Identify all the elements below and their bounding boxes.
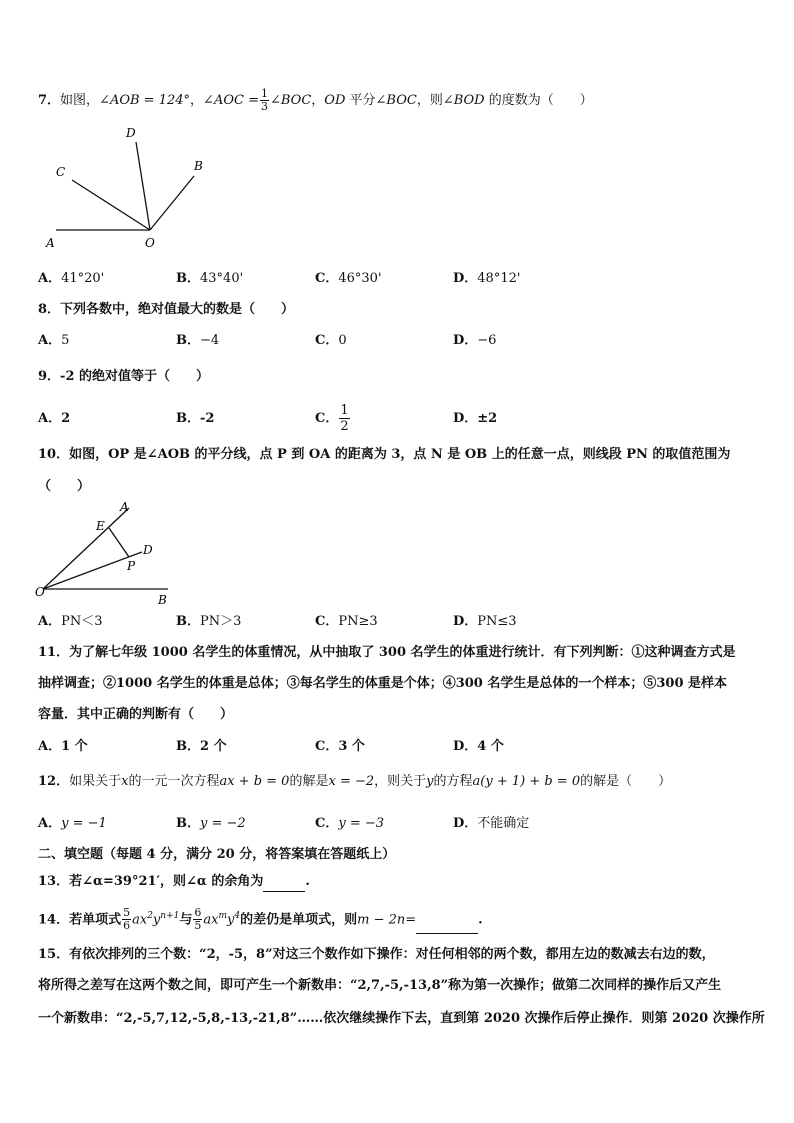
q11-option-c: C．3 个: [315, 739, 365, 754]
label-E: E: [96, 519, 105, 533]
q9-option-a: A．2: [38, 411, 71, 426]
label-D: D: [126, 126, 136, 140]
q9-option-d: D．±2: [453, 411, 498, 426]
label-O: O: [35, 585, 45, 599]
q10-figure: [34, 498, 184, 610]
label-A: A: [46, 236, 55, 250]
q9-option-c: C． $\frac{1}{2}$: [315, 403, 349, 434]
q7-fraction: $\frac{1}{3}$: [260, 87, 268, 113]
q11-option-a: A．1 个: [38, 739, 88, 754]
q7-option-d: D．48°12': [453, 271, 521, 286]
q10-stem-cont: （ ）: [38, 479, 91, 494]
label-B: B: [158, 593, 167, 607]
q10-option-a: A．PN＜3: [38, 614, 103, 629]
label-O: O: [145, 236, 155, 250]
q11-stem-line1: 11．为了解七年级 1000 名学生的体重情况，从中抽取了 300 名学生的体重进行统计．有下列判断：①这种调查方式是: [38, 645, 736, 660]
q8-stem: 8．下列各数中，绝对值最大的数是（ ）: [38, 302, 295, 317]
q7-figure: [38, 120, 228, 250]
q8-option-b: B．−4: [176, 333, 220, 348]
q11-stem-line3: 容量．其中正确的判断有（ ）: [38, 707, 234, 722]
q10-stem: 10．如图，OP 是∠AOB 的平分线，点 P 到 OA 的距离为 3，点 N 是 OB 上的任意一点，则线段 PN 的取值范围为: [38, 447, 731, 462]
q10-option-c: C．PN≥3: [315, 614, 378, 629]
q8-option-c: C．0: [315, 333, 347, 348]
q10-option-b: B．PN＞3: [176, 614, 242, 629]
q11-stem-line2: 抽样调查；②1000 名学生的体重是总体；③每名学生的体重是个体；④300 名学生是总体的一个样本；⑤300 是样本: [38, 676, 728, 691]
q7-option-c: C．46°30': [315, 271, 382, 286]
q13-stem: 13．若∠α=39°21′，则∠α 的余角为 .: [38, 873, 310, 892]
q12-option-a: A．y = −1: [38, 816, 107, 831]
q7-option-b: B．43°40': [176, 271, 244, 286]
q15-stem-line3: 一个新数串：“2,-5,7,12,-5,8,-13,-21,8”……依次继续操作下去，直到第 2020 次操作后停止操作．则第 2020 次操作所: [38, 1011, 765, 1026]
section-heading: 二、填空题（每题 4 分，满分 20 分，将答案填在答题纸上）: [38, 847, 396, 862]
label-B: B: [194, 159, 203, 173]
q7-stem: 7．如图，∠AOB = 124°，∠AOC = $\frac{1}{3}$ ∠BOC，OD 平分∠BOC，则∠BOD 的度数为（ ）: [38, 87, 593, 113]
q7-option-a: A．41°20': [38, 271, 105, 286]
label-C: C: [56, 165, 66, 179]
q11-option-d: D．4 个: [453, 739, 504, 754]
q11-option-b: B．2 个: [176, 739, 227, 754]
q8-option-a: A．5: [38, 333, 70, 348]
q9-stem: 9．-2 的绝对值等于（ ）: [38, 369, 210, 384]
q12-stem: 12．如果关于x的一元一次方程ax + b = 0的解是x = −2，则关于y的方程a(y + 1) + b = 0的解是（ ）: [38, 774, 672, 789]
q15-stem-line1: 15．有依次排列的三个数：“2，-5，8”对这三个数作如下操作：对任何相邻的两个数，都用左边的数减去右边的数，: [38, 947, 715, 962]
label-P: P: [127, 559, 136, 573]
q12-option-c: C．y = −3: [315, 816, 385, 831]
label-D: D: [143, 543, 153, 557]
q10-option-d: D．PN≤3: [453, 614, 517, 629]
q14-stem: 14．若单项式 $\frac{5}{6}$ $ax^2y^{n+1}$与 $\frac{6}{5}$ $ax^my^4$的差仍是单项式，则m − 2n= .: [38, 906, 483, 933]
q9-option-b: B．-2: [176, 411, 215, 426]
q12-option-d: D．不能确定: [453, 816, 530, 831]
q15-stem-line2: 将所得之差写在这两个数之间，即可产生一个新数串：“2,7,-5,-13,8”称为第一次操作；做第二次同样的操作后又产生: [38, 978, 722, 993]
label-A: A: [120, 500, 129, 514]
q12-option-b: B．y = −2: [176, 816, 246, 831]
q9-fraction: $\frac{1}{2}$: [340, 403, 349, 434]
q14-answer-blank[interactable]: [416, 907, 478, 934]
q8-option-d: D．−6: [453, 333, 497, 348]
q13-answer-blank[interactable]: [263, 873, 305, 892]
